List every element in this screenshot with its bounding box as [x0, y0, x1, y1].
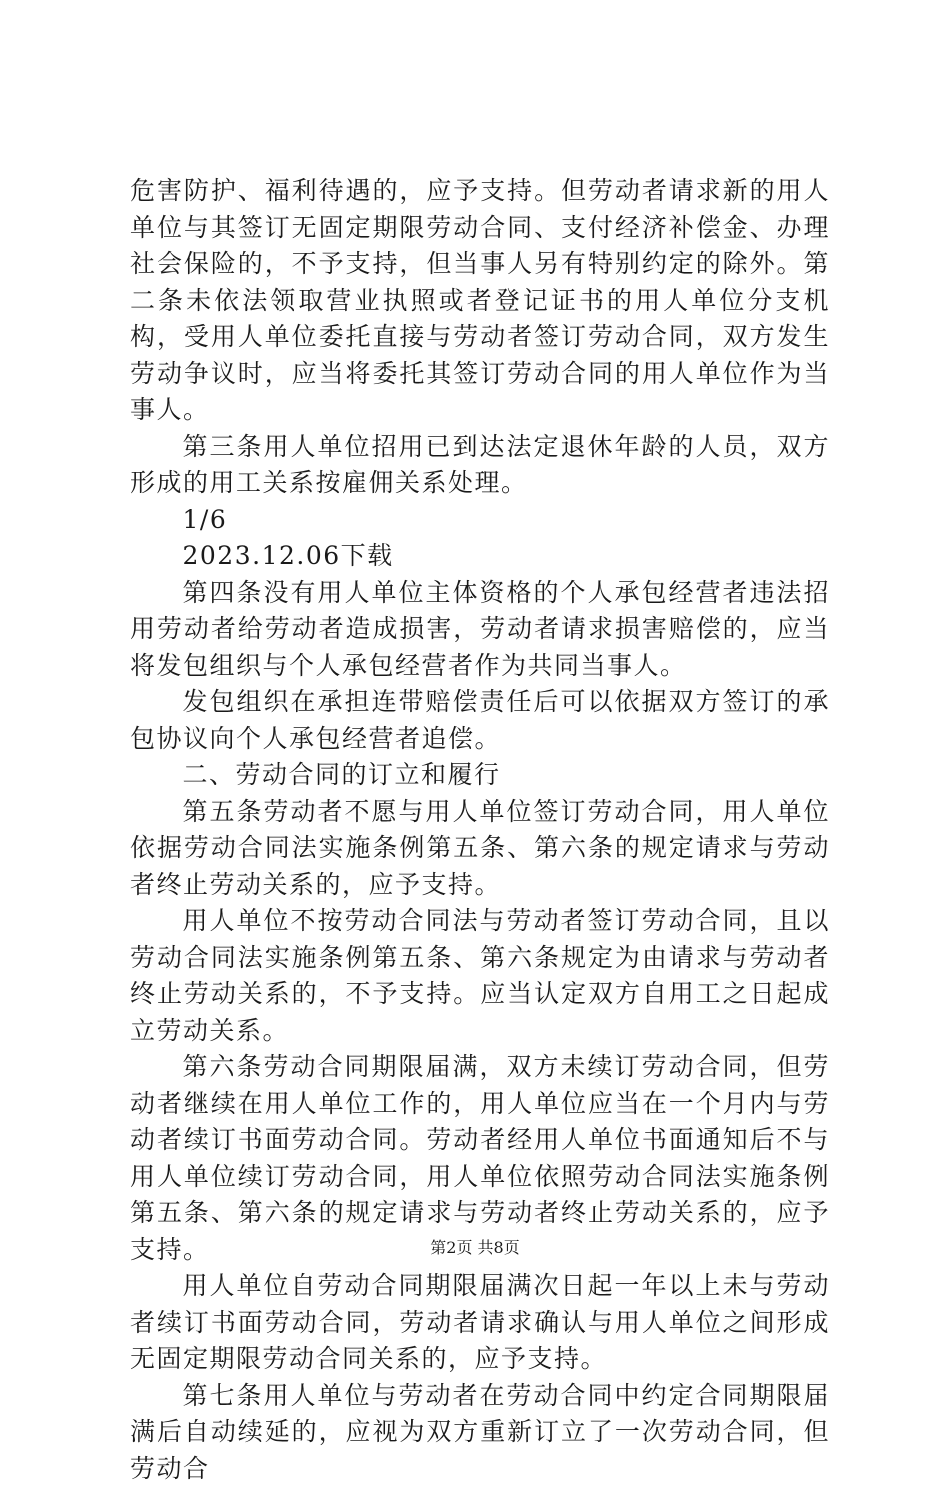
paragraph-article-4: 第四条没有用人单位主体资格的个人承包经营者违法招用劳动者给劳动者造成损害，劳动者请求损害赔偿的，应当将发包组织与个人承包经营者作为共同当事人。	[130, 575, 830, 685]
paragraph-article-4-recourse: 发包组织在承担连带赔偿责任后可以依据双方签订的承包协议向个人承包经营者追偿。	[130, 684, 830, 757]
page-footer: 第2页 共8页	[0, 1238, 950, 1258]
paragraph-article-5: 第五条劳动者不愿与用人单位签订劳动合同，用人单位依据劳动合同法实施条例第五条、第六条的规定请求与劳动者终止劳动关系的，应予支持。	[130, 794, 830, 904]
paragraph-article-5-second: 用人单位不按劳动合同法与劳动者签订劳动合同，且以劳动合同法实施条例第五条、第六条规定为由请求与劳动者终止劳动关系的，不予支持。应当认定双方自用工之日起成立劳动关系。	[130, 903, 830, 1049]
paragraph-continued: 危害防护、福利待遇的，应予支持。但劳动者请求新的用人单位与其签订无固定期限劳动合同、支付经济补偿金、办理社会保险的，不予支持，但当事人另有特别约定的除外。第二条未依法领取营业执照或者登记证书的用人单位分支机构，受用人单位委托直接与劳动者签订劳动合同，双方发生劳动争议时，应当将委托其签订劳动合同的用人单位作为当事人。	[130, 173, 830, 429]
paragraph-article-3: 第三条用人单位招用已到达法定退休年龄的人员，双方形成的用工关系按雇佣关系处理。	[130, 429, 830, 502]
document-body	[130, 173, 830, 1487]
page-fraction-marker: 1/6	[130, 502, 830, 539]
download-date-marker: 2023.12.06下载	[130, 538, 830, 575]
paragraph-article-6-second: 用人单位自劳动合同期限届满次日起一年以上未与劳动者续订书面劳动合同，劳动者请求确认与用人单位之间形成无固定期限劳动合同关系的，应予支持。	[130, 1268, 830, 1378]
paragraph-article-6: 第六条劳动合同期限届满，双方未续订劳动合同，但劳动者继续在用人单位工作的，用人单位应当在一个月内与劳动者续订书面劳动合同。劳动者经用人单位书面通知后不与用人单位续订劳动合同，用人单位依照劳动合同法实施条例第五条、第六条的规定请求与劳动者终止劳动关系的，应予支持。	[130, 1049, 830, 1268]
paragraph-article-7: 第七条用人单位与劳动者在劳动合同中约定合同期限届满后自动续延的，应视为双方重新订立了一次劳动合同，但劳动合	[130, 1378, 830, 1487]
section-heading: 二、劳动合同的订立和履行	[130, 757, 830, 794]
